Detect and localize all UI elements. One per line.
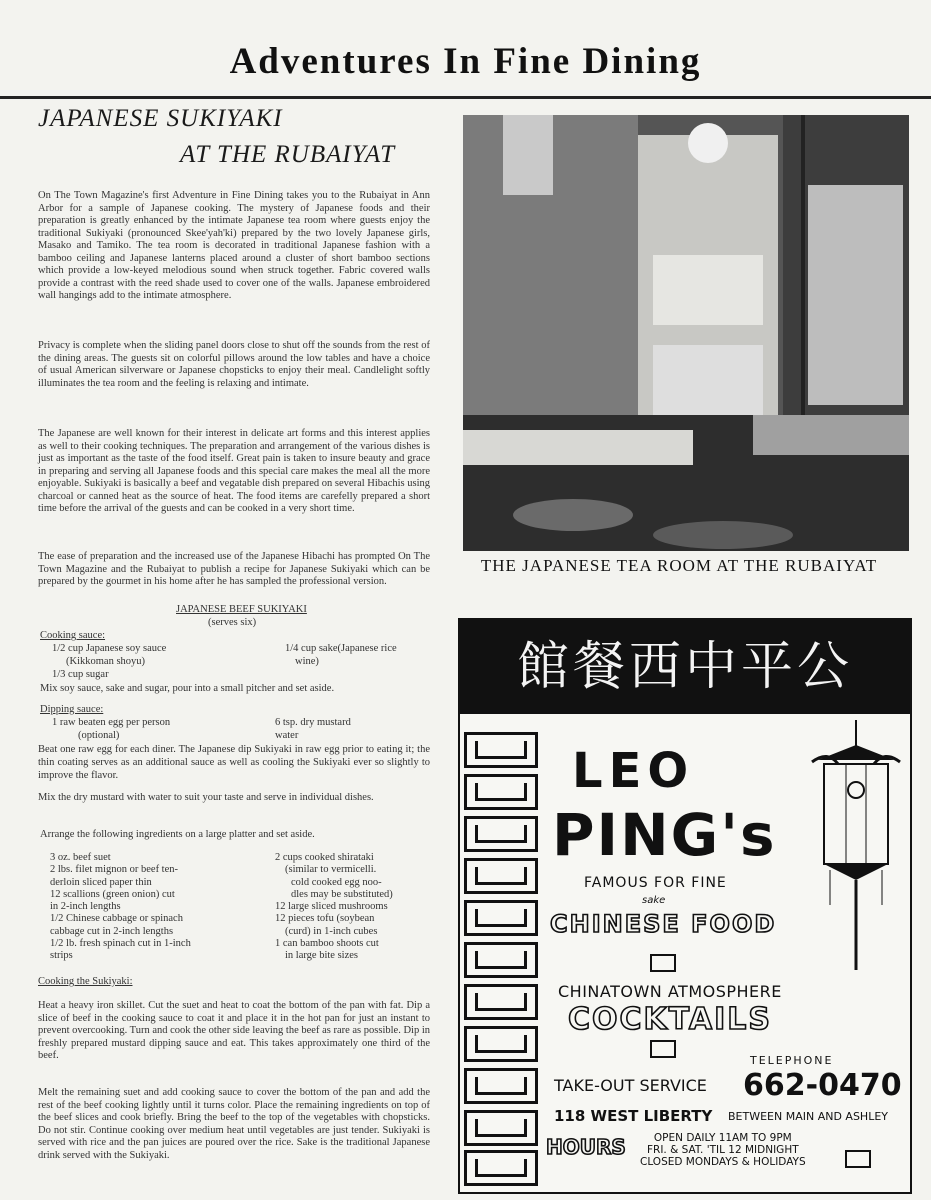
ad-address: 118 WEST LIBERTY [554,1107,713,1125]
fret-pattern-icon [464,1026,538,1062]
ingredient: 3 oz. beef suet [50,852,111,863]
article-paragraph: The ease of preparation and the increased use of the Japanese Hibachi has prompted On The Town Magazine and the Rubaiyat to publish a recipe for Japanese Sukiyaki which can be prepared by the gourmet in his home after he has sampled the professional version. [38,551,430,587]
dipping-sauce-left [52,716,170,742]
ingredient: 12 large sliced mushrooms [275,901,388,913]
fret-pattern-icon [464,984,538,1020]
fret-pattern-icon [464,858,538,894]
ingredient: derloin sliced paper thin [50,876,152,888]
ad-atmosphere: CHINATOWN ATMOSPHERE [558,982,782,1001]
ingredient: dles may be substituted) [291,888,393,900]
ingredient: 6 tsp. dry mustard [275,717,351,728]
cooking-sauce-instruction: Mix soy sauce, sake and sugar, pour into a small pitcher and set aside. [40,683,335,694]
article-paragraph: The Japanese are well known for their interest in delicate art forms and this interest applies as well to their cooking techniques. The preparation and arrangement of the various dishes is just as important as the taste of the food itself. Great pain is taken to insure beauty and grace in preparing and serving all Japanese foods and this special care makes the meal all the more enjoyable. Sukiyaki is basically a beef and vegatable dish prepared on several Hibachis using charcoal or canned heat as the source of heat. The food items are carefelly prepared a short time before the arrival of the guests and can be cooked in a very short time. [38,428,430,514]
ingredient: 2 cups cooked shirataki [275,852,374,863]
cooking-sauce-label: Cooking sauce: [40,630,106,641]
ingredient: (curd) in 1-inch cubes [285,925,378,937]
chinese-header: 館餐西中平公 [460,620,910,714]
fret-pattern-icon [464,816,538,852]
ingredient: 1/3 cup sugar [52,669,109,680]
ingredient: 1/2 lb. fresh spinach cut in 1-inch [50,938,191,950]
headline-line-2: AT THE RUBAIYAT [180,141,396,168]
ingredient: strips [50,950,73,962]
cooking-label: Cooking the Sukiyaki: [38,976,133,987]
masthead-title: Adventures In Fine Dining [229,41,702,82]
ad-sake: sake [642,895,666,906]
leo-pings-advertisement [458,618,912,1194]
ingredient: 2 lbs. filet mignon or beef ten- [50,864,179,876]
ingredients-left [50,852,191,963]
cooking-sauce-left [52,642,166,681]
ad-between: BETWEEN MAIN AND ASHLEY [728,1110,888,1123]
ad-telephone-label: TELEPHONE [750,1054,834,1067]
photo-caption: THE JAPANESE TEA ROOM AT THE RUBAIYAT [480,556,878,575]
fret-pattern-icon [464,900,538,936]
dipping-sauce-right [275,716,351,742]
recipe-serves: (serves six) [208,617,257,628]
tea-room-photo [463,115,909,551]
ingredient: (Kikkoman shoyu) [66,656,146,667]
hours-line: FRI. & SAT. 'TIL 12 MIDNIGHT [647,1144,799,1156]
ingredient: 1/2 Chinese cabbage or spinach [50,913,183,925]
headline-line-1: JAPANESE SUKIYAKI [38,105,283,132]
hours-line: OPEN DAILY 11AM TO 9PM [653,1132,792,1144]
ad-cocktails: COCKTAILS [568,1002,773,1037]
ingredient: (similar to vermicelli. [285,864,377,876]
mustard-instruction: Mix the dry mustard with water to suit your taste and serve in individual dishes. [38,792,374,803]
ad-hours [640,1132,806,1168]
fret-pattern-icon [464,774,538,810]
ad-hours-label: HOURS [546,1135,626,1159]
cooking-step: Melt the remaining suet and add cooking sauce to cover the bottom of the pan and add the rest of the beef cooking lightly until it turns color. Place the remaining ingredients on top of the beef slices and cook briefly. Bring the beef to the top of the vegetables with chopsticks. Do not stir. Continue cooking over medium heat until vegetables are just tender. Sukiyaki is served with rice and the pan juices are poured over the rice. Sake is the traditional Japanese drink served with the Sukiyaki. [38,1087,430,1161]
ingredient: cold cooked egg noo- [291,876,382,888]
fret-pattern-icon [464,1068,538,1104]
ad-famous: FAMOUS FOR FINE [584,875,727,891]
lantern-icon [808,720,904,976]
ingredient: 1 can bamboo shoots cut [275,938,379,950]
tea-room-illustration [463,115,909,551]
ad-name-line-1: LEO [572,743,695,799]
ingredient: (optional) [78,730,120,741]
ad-takeout: TAKE-OUT SERVICE [554,1076,707,1095]
ingredient: wine) [295,656,319,667]
ingredient: 1 raw beaten egg per person [52,717,171,728]
hours-line: CLOSED MONDAYS & HOLIDAYS [640,1156,806,1168]
fret-pattern-icon [464,1150,538,1186]
masthead [0,28,931,99]
ingredient: cabbage cut in 2-inch lengths [50,925,174,937]
fret-pattern-icon [464,942,538,978]
fret-pattern-icon [650,1040,676,1058]
ingredient: 1/4 cup sake(Japanese rice [285,643,397,654]
ingredient: water [275,730,299,741]
ingredient: 12 pieces tofu (soybean [275,913,375,925]
ingredients-right [275,852,393,963]
ad-name-line-2: PING's [552,801,777,869]
ingredient: 1/2 cup Japanese soy sauce [52,643,167,654]
dipping-sauce-label: Dipping sauce: [40,704,104,715]
fret-pattern-icon [845,1150,871,1168]
ingredient: in 2-inch lengths [50,901,121,913]
recipe-title: JAPANESE BEEF SUKIYAKI [176,604,307,615]
ingredient: 12 scallions (green onion) cut [50,888,175,900]
article-paragraph: On The Town Magazine's first Adventure in Fine Dining takes you to the Rubaiyat in Ann Arbor for a sample of Japanese cooking. The mystery of Japanese foods and their preparation is greatly enhanced by the intimate Japanese tea room where guests enjoy the traditional Sukiyaki (pronounced Skee'yah'ki) prepared by the two lovely Japanese girls, Masako and Tamiko. The tea room is decorated in traditional Japanese fashion with a bamboo ceiling and Japanese lanterns placed around a cluster of short bamboo sections which provide a low-keyed melodious sound when struck together. Fabric covered walls provide a contrast with the reed shade used to cover one of the walls. Japanese embroidered wall hangings add to the intimate atmosphere. [38,190,430,301]
ingredient: in large bite sizes [285,950,358,962]
ad-chinese-food: CHINESE FOOD [550,910,777,938]
article-paragraph: Privacy is complete when the sliding panel doors close to shut off the sounds from the rest of the dining areas. The guests sit on colorful pillows around the low tables and have a choice of usual American silverware or Japanese chopsticks to enjoy their meal. Candlelight softly illuminates the tea room and the feeling is relaxing and intimate. [38,340,430,389]
dipping-instruction: Beat one raw egg for each diner. The Japanese dip Sukiyaki in raw egg prior to eating it; the thin coating serves as an additional sauce as well as cooling the Sukiyaki ever so slightly to improve the flavor. [38,744,430,781]
arrange-instruction: Arrange the following ingredients on a large platter and set aside. [40,829,315,840]
cooking-step: Heat a heavy iron skillet. Cut the suet and heat to coat the bottom of the pan with fat. Dip a slice of beef in the cooking sauce to coat it and place it in the hot pan for just an instant to prevent overcooking. Turn and cook the other side leaving the beef as rare as possible. Dip in freshly prepared mustard dipping sauce and eat. This takes approximately one third of the beef. [38,1000,430,1061]
fret-pattern-icon [464,732,538,768]
cooking-sauce-right [285,642,397,668]
fret-pattern-icon [464,1110,538,1146]
ad-phone: 662-0470 [743,1068,902,1103]
fret-pattern-icon [650,954,676,972]
